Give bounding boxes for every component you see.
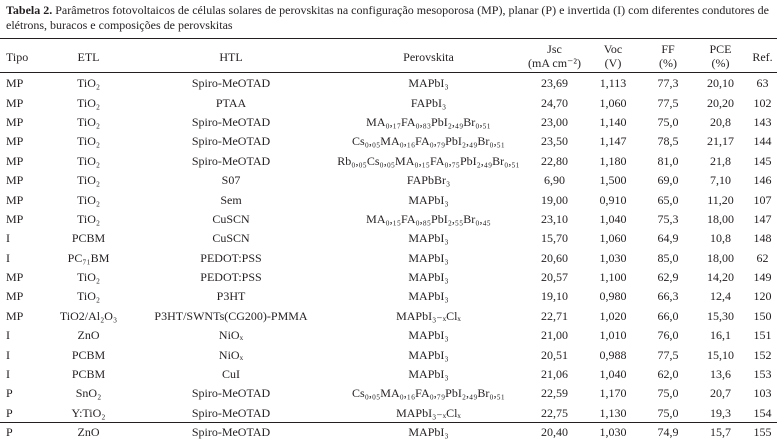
cell-voc: 1,060 <box>599 95 627 110</box>
cell-voc: 1,040 <box>599 367 627 382</box>
cell-ff: 77,3 <box>657 76 679 91</box>
cell-pce: 15,10 <box>707 347 734 362</box>
cell-tipo: MP <box>6 270 24 285</box>
cell-perovskita: Rb₀,₀₅Cs₀,₀₅MA₀,₁₅FA₀,₇₅PbI₂,₄₉Br₀,₅₁ <box>337 153 520 168</box>
cell-pce: 16,1 <box>710 328 731 343</box>
cell-etl: TiO₂ <box>76 173 101 188</box>
cell-htl: Sem <box>220 192 242 207</box>
cell-perovskita: FAPbBr₃ <box>406 173 451 188</box>
cell-etl: TiO₂ <box>76 192 101 207</box>
cell-ref: 62 <box>756 250 769 265</box>
cell-perovskita: MAPbI₃ <box>408 289 449 304</box>
cell-ff: 75,3 <box>657 211 679 226</box>
cell-tipo: P <box>6 405 13 420</box>
cell-htl: Spiro-MeOTAD <box>191 425 271 440</box>
cell-voc: 0,910 <box>599 192 627 207</box>
cell-tipo: MP <box>6 95 24 110</box>
table-row <box>0 132 777 151</box>
cell-ff: 69,0 <box>657 173 679 188</box>
cell-pce: 10,8 <box>710 231 731 246</box>
cell-etl: ZnO <box>77 425 100 440</box>
table-row <box>0 365 777 384</box>
header-pce <box>693 42 748 70</box>
cell-htl: P3HT/SWNTs(CG200)-PMMA <box>154 308 308 323</box>
cell-etl: TiO₂ <box>76 134 101 149</box>
cell-jsc: 23,50 <box>541 134 568 149</box>
cell-jsc: 21,00 <box>541 328 568 343</box>
cell-perovskita: FAPbI₃ <box>410 95 447 110</box>
header-voc <box>583 42 643 70</box>
cell-pce: 11,20 <box>707 192 734 207</box>
cell-htl: CuSCN <box>212 231 250 246</box>
cell-htl: Spiro-MeOTAD <box>191 114 271 129</box>
cell-ref: 103 <box>753 386 772 401</box>
cell-etl: TiO₂ <box>76 289 101 304</box>
cell-jsc: 23,10 <box>541 211 568 226</box>
table-row <box>0 326 777 345</box>
cell-voc: 1,030 <box>599 250 627 265</box>
cell-jsc: 20,40 <box>541 425 568 440</box>
cell-jsc: 22,71 <box>541 308 568 323</box>
cell-ff: 75,0 <box>657 114 679 129</box>
cell-ff: 74,9 <box>657 425 679 440</box>
cell-ref: 107 <box>753 192 772 207</box>
cell-etl: Y:TiO₂ <box>71 405 106 420</box>
cell-ref: 153 <box>753 367 772 382</box>
cell-etl: TiO₂ <box>76 270 101 285</box>
cell-voc: 1,030 <box>599 425 627 440</box>
header-htl: HTL <box>219 50 243 64</box>
header-pce-label: PCE <box>709 42 732 56</box>
cell-pce: 20,7 <box>710 386 731 401</box>
caption-text: Parâmetros fotovoltaicos de células solares de perovskitas na configuração mesoporosa (MP), planar (P) e invertida (I) com diferentes condutores de elétrons, buracos e composições de perovskitas <box>6 3 770 32</box>
cell-tipo: MP <box>6 114 24 129</box>
cell-etl: PCBM <box>71 347 106 362</box>
cell-jsc: 20,51 <box>541 347 568 362</box>
table-row <box>0 113 777 132</box>
cell-ref: 154 <box>753 405 772 420</box>
header-rule <box>0 72 777 73</box>
table-row <box>0 190 777 209</box>
cell-pce: 14,20 <box>707 270 734 285</box>
cell-pce: 21,8 <box>710 153 731 168</box>
cell-htl: CuSCN <box>212 211 250 226</box>
cell-jsc: 21,06 <box>541 367 568 382</box>
cell-etl: PCBM <box>71 231 106 246</box>
table-row <box>0 152 777 171</box>
cell-ff: 64,9 <box>657 231 679 246</box>
cell-htl: Spiro-MeOTAD <box>191 76 271 91</box>
cell-etl: TiO₂ <box>76 76 101 91</box>
table-row <box>0 423 777 442</box>
cell-ff: 62,9 <box>657 270 679 285</box>
cell-voc: 1,180 <box>599 153 627 168</box>
cell-tipo: MP <box>6 192 24 207</box>
header-jsc-unit: (mA cm⁻²) <box>528 56 581 70</box>
cell-pce: 12,4 <box>710 289 731 304</box>
cell-pce: 20,8 <box>710 114 731 129</box>
cell-pce: 15,7 <box>710 425 731 440</box>
cell-tipo: I <box>6 328 10 343</box>
cell-jsc: 19,10 <box>541 289 568 304</box>
cell-voc: 1,100 <box>599 270 627 285</box>
cell-voc: 1,140 <box>599 114 627 129</box>
table-row <box>0 384 777 403</box>
cell-jsc: 20,60 <box>541 250 568 265</box>
table-row <box>0 74 777 93</box>
cell-ref: 150 <box>753 308 772 323</box>
cell-tipo: I <box>6 250 10 265</box>
table-row <box>0 307 777 326</box>
cell-ref: 143 <box>753 114 772 129</box>
cell-perovskita: MAPbI₃ <box>408 192 449 207</box>
cell-perovskita: MAPbI₃ <box>408 270 449 285</box>
cell-ref: 151 <box>753 328 772 343</box>
cell-pce: 20,10 <box>707 76 734 91</box>
table-row <box>0 287 777 306</box>
cell-ref: 148 <box>753 231 772 246</box>
bottom-rule <box>0 422 777 423</box>
cell-htl: Spiro-MeOTAD <box>191 405 271 420</box>
cell-voc: 1,060 <box>599 231 627 246</box>
cell-perovskita: MAPbI₃ <box>408 231 449 246</box>
cell-perovskita: MAPbI₃ <box>408 328 449 343</box>
caption-label: Tabela 2. <box>6 3 53 17</box>
cell-jsc: 22,59 <box>541 386 568 401</box>
cell-perovskita: MAPbI₃ <box>408 250 449 265</box>
cell-tipo: I <box>6 367 10 382</box>
cell-jsc: 24,70 <box>541 95 568 110</box>
table-row <box>0 171 777 190</box>
table-row <box>0 404 777 423</box>
cell-jsc: 22,80 <box>541 153 568 168</box>
table-body <box>0 74 777 442</box>
cell-ref: 145 <box>753 153 772 168</box>
cell-htl: CuI <box>222 367 240 382</box>
cell-perovskita: MA₀,₁₇FA₀,₈₃PbI₂,₄₉Br₀,₅₁ <box>366 114 491 129</box>
cell-htl: Spiro-MeOTAD <box>191 153 271 168</box>
cell-jsc: 15,70 <box>541 231 568 246</box>
cell-tipo: I <box>6 231 10 246</box>
cell-ff: 75,0 <box>657 386 679 401</box>
cell-htl: S07 <box>221 173 241 188</box>
cell-pce: 15,30 <box>707 308 734 323</box>
top-rule <box>0 38 777 39</box>
cell-perovskita: MAPbI₃ <box>408 76 449 91</box>
cell-voc: 0,988 <box>599 347 627 362</box>
cell-ref: 149 <box>753 270 772 285</box>
cell-ff: 85,0 <box>657 250 679 265</box>
cell-jsc: 23,00 <box>541 114 568 129</box>
header-jsc <box>526 42 583 70</box>
header-pce-unit: (%) <box>711 56 730 70</box>
cell-etl: TiO₂ <box>76 153 101 168</box>
header-perovskita: Perovskita <box>403 50 454 64</box>
table-row <box>0 268 777 287</box>
cell-tipo: MP <box>6 153 24 168</box>
table-row <box>0 229 777 248</box>
cell-pce: 21,17 <box>707 134 734 149</box>
header-jsc-label: Jsc <box>547 42 562 56</box>
header-ff <box>643 42 693 70</box>
header-etl: ETL <box>77 50 100 64</box>
cell-ref: 102 <box>753 95 772 110</box>
cell-jsc: 6,90 <box>544 173 565 188</box>
cell-ff: 81,0 <box>657 153 679 168</box>
cell-htl: NiOₓ <box>218 347 244 362</box>
cell-htl: Spiro-MeOTAD <box>191 134 271 149</box>
data-table <box>0 74 777 442</box>
cell-tipo: MP <box>6 308 24 323</box>
cell-pce: 20,20 <box>707 95 734 110</box>
cell-jsc: 23,69 <box>541 76 568 91</box>
header-voc-label: Voc <box>603 42 623 56</box>
cell-htl: PTAA <box>215 95 247 110</box>
cell-voc: 1,113 <box>599 76 627 91</box>
cell-ff: 66,3 <box>657 289 679 304</box>
cell-ref: 120 <box>753 289 772 304</box>
table-row <box>0 249 777 268</box>
cell-ref: 152 <box>753 347 772 362</box>
cell-pce: 18,00 <box>707 211 734 226</box>
cell-voc: 1,020 <box>599 308 627 323</box>
cell-voc: 1,010 <box>599 328 627 343</box>
cell-voc: 1,147 <box>599 134 627 149</box>
cell-jsc: 19,00 <box>541 192 568 207</box>
cell-jsc: 22,75 <box>541 405 568 420</box>
cell-tipo: P <box>6 425 13 440</box>
cell-tipo: MP <box>6 134 24 149</box>
cell-pce: 7,10 <box>710 173 731 188</box>
cell-etl: PCBM <box>71 367 106 382</box>
cell-ff: 66,0 <box>657 308 679 323</box>
header-tipo: Tipo <box>6 50 29 64</box>
cell-etl: ZnO <box>77 328 100 343</box>
cell-htl: P3HT <box>216 289 246 304</box>
table-caption <box>6 3 772 33</box>
cell-voc: 1,130 <box>599 405 627 420</box>
cell-tipo: MP <box>6 76 24 91</box>
cell-voc: 0,980 <box>599 289 627 304</box>
header-ref: Ref. <box>752 50 773 64</box>
cell-ff: 78,5 <box>657 134 679 149</box>
header-ff-label: FF <box>661 42 675 56</box>
cell-voc: 1,170 <box>599 386 627 401</box>
cell-tipo: MP <box>6 289 24 304</box>
cell-htl: PEDOT:PSS <box>200 270 262 285</box>
cell-etl: SnO₂ <box>75 386 102 401</box>
cell-htl: PEDOT:PSS <box>200 250 262 265</box>
cell-ff: 62,0 <box>657 367 679 382</box>
cell-ref: 155 <box>753 425 772 440</box>
cell-ff: 77,5 <box>657 95 679 110</box>
table-row <box>0 210 777 229</box>
cell-etl: TiO₂ <box>76 95 101 110</box>
cell-ref: 144 <box>753 134 772 149</box>
cell-perovskita: MA₀,₁₅FA₀,₈₅PbI₂,₅₅Br₀,₄₅ <box>366 211 491 226</box>
cell-etl: TiO₂ <box>76 211 101 226</box>
cell-etl: TiO2/Al₂O₃ <box>59 308 118 323</box>
cell-etl: TiO₂ <box>76 114 101 129</box>
cell-pce: 18,00 <box>707 250 734 265</box>
cell-perovskita: MAPbI₃ <box>408 367 449 382</box>
cell-etl: PC₇₁BM <box>67 250 110 265</box>
cell-jsc: 20,57 <box>541 270 568 285</box>
cell-tipo: I <box>6 347 10 362</box>
cell-perovskita: MAPbI₃ <box>408 425 449 440</box>
cell-htl: Spiro-MeOTAD <box>191 386 271 401</box>
cell-perovskita: Cs₀,₀₅MA₀,₁₆FA₀,₇₉PbI₂,₄₉Br₀,₅₁ <box>352 134 505 149</box>
cell-ref: 147 <box>753 211 772 226</box>
table-row <box>0 93 777 112</box>
cell-htl: NiOₓ <box>218 328 244 343</box>
cell-voc: 1,500 <box>599 173 627 188</box>
cell-voc: 1,040 <box>599 211 627 226</box>
cell-tipo: MP <box>6 173 24 188</box>
cell-ff: 77,5 <box>657 347 679 362</box>
cell-tipo: P <box>6 386 13 401</box>
cell-pce: 19,3 <box>710 405 731 420</box>
cell-perovskita: MAPbI₃ <box>408 347 449 362</box>
cell-ff: 65,0 <box>657 192 679 207</box>
table-row <box>0 345 777 364</box>
cell-perovskita: MAPbI₃₋ₓClₓ <box>396 405 461 420</box>
cell-perovskita: Cs₀,₀₅MA₀,₁₆FA₀,₇₉PbI₂,₄₉Br₀,₅₁ <box>352 386 505 401</box>
cell-perovskita: MAPbI₃₋ₓClₓ <box>396 308 461 323</box>
header-voc-unit: (V) <box>604 56 622 70</box>
cell-pce: 13,6 <box>710 367 731 382</box>
cell-tipo: MP <box>6 211 24 226</box>
cell-ref: 146 <box>753 173 772 188</box>
cell-ff: 75,0 <box>657 405 679 420</box>
header-ff-unit: (%) <box>659 56 677 70</box>
cell-ff: 76,0 <box>657 328 679 343</box>
cell-ref: 63 <box>756 76 769 91</box>
